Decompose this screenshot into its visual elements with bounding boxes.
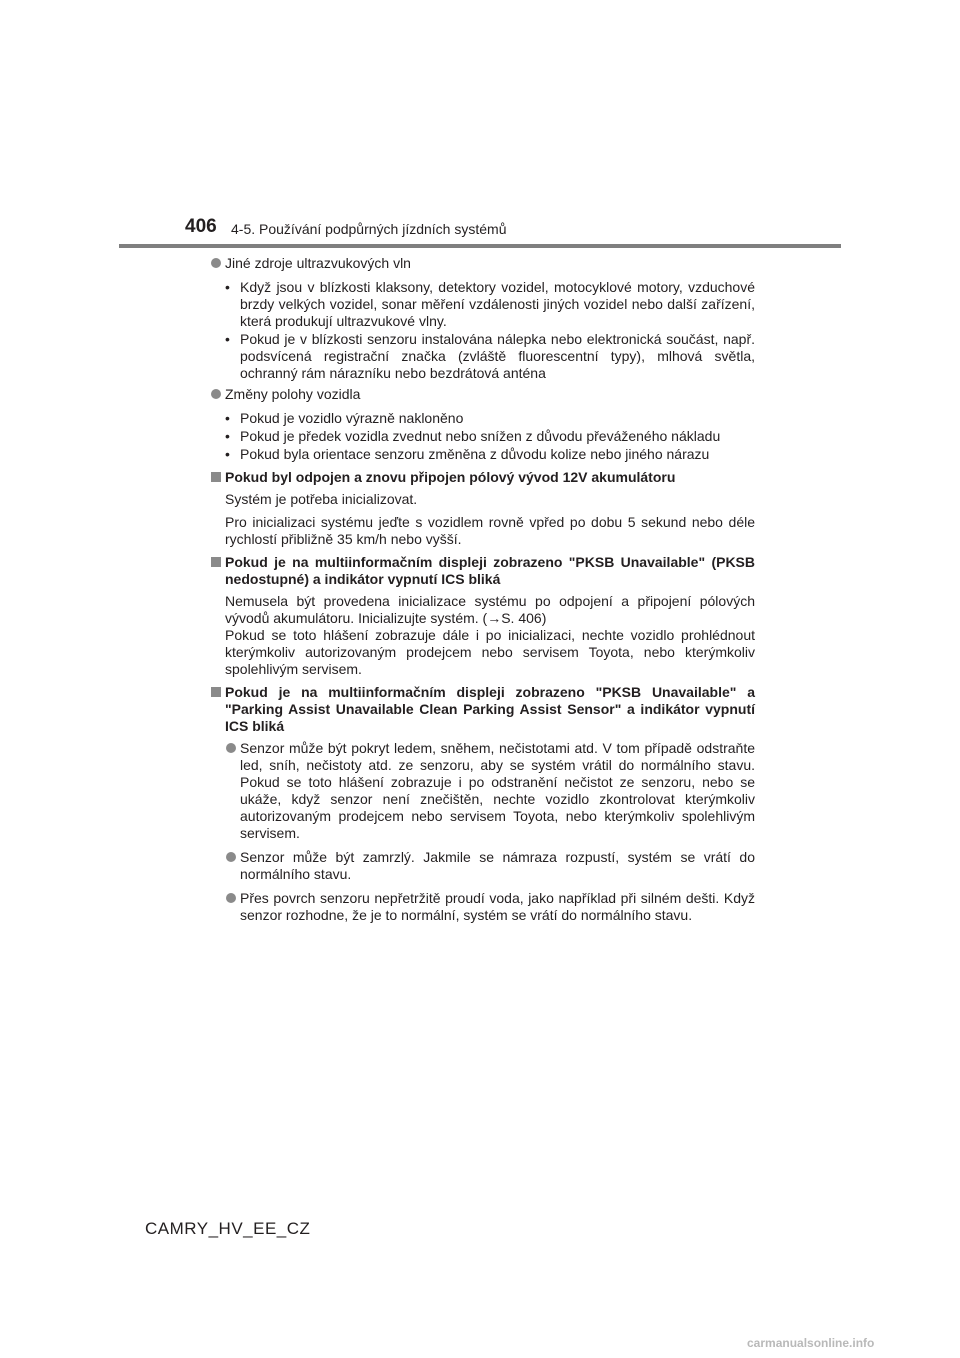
arrow-right-icon: → [487, 610, 502, 626]
square-bullet-icon [211, 472, 221, 482]
bullet-heading [210, 386, 755, 403]
bullet-dot-icon [211, 258, 221, 268]
list-item: • Pokud je předek vozidla zvednut nebo snížen z důvodu převáženého nákladu [225, 428, 721, 444]
bullet-dot-icon [226, 893, 236, 903]
page-number: 406 [185, 216, 217, 237]
list-item: • Pokud je vozidlo výrazně nakloněno [225, 410, 464, 426]
chapter-title: 4-5. Používání podpůrných jízdních systémů [231, 221, 507, 237]
square-bullet-icon [211, 687, 221, 697]
bullet-heading-text: Jiné zdroje ultrazvukových vln [225, 255, 411, 271]
section-pksb-unavailable [210, 554, 755, 678]
document-code: CAMRY_HV_EE_CZ [145, 1219, 311, 1238]
bullet-dot-icon [211, 389, 221, 399]
bullet-dot-icon [226, 852, 236, 862]
bullet-paragraph: Senzor může být pokryt ledem, sněhem, nečistotami atd. V tom případě odstraňte led, sníh, nečistoty atd. ze senzoru, aby se systém vrátil do normálního stavu. Pokud se toto hlášení zobrazuje i po odstranění nečistot ze senzoru, nebo se ukáže, když senzor není znečištěn, nechte vozidlo zkontrolovat kterýmkoliv autorizovaným prodejcem nebo servisem Toyota, nebo kterýmkoliv spolehlivým servisem. [225, 740, 755, 842]
sub-list [225, 279, 755, 382]
bullet-heading-text: Změny polohy vozidla [225, 386, 361, 402]
header-divider [119, 244, 841, 248]
list-item: • Když jsou v blízkosti klaksony, detektory vozidel, motocyklové motory, vzduchové brzdy velkých vozidel, sonar měření vzdálenosti jiných vozidel nebo další zařízení, která produkují ultrazvukové vlny. [225, 279, 755, 329]
paragraph: Systém je potřeba inicializovat. [225, 491, 418, 507]
bullet-dot-icon [226, 743, 236, 753]
section-title: Pokud byl odpojen a znovu připojen pólový vývod 12V akumulátoru [210, 469, 755, 486]
square-bullet-icon [211, 557, 221, 567]
page-reference[interactable]: S. 406) [501, 610, 547, 626]
section-title: Pokud je na multiinformačním displeji zobrazeno "PKSB Unavailable" a "Parking Assist Unavailable Clean Parking Assist Sensor" a indikátor vypnutí ICS bliká [210, 684, 755, 735]
bullet-heading [210, 255, 755, 272]
page-content [210, 255, 755, 931]
bullet-paragraph: Přes povrch senzoru nepřetržitě proudí voda, jako například při silném dešti. Když senzor rozhodne, že je to normální, systém se vrátí do normálního stavu. [225, 890, 755, 924]
list-item: • Pokud byla orientace senzoru změněna z důvodu kolize nebo jiného nárazu [225, 446, 710, 462]
section-title: Pokud je na multiinformačním displeji zobrazeno "PKSB Unavailable" (PKSB nedostupné) a indikátor vypnutí ICS bliká [210, 554, 755, 588]
paragraph: Pro inicializaci systému jeďte s vozidlem rovně vpřed po dobu 5 sekund nebo déle rychlostí přibližně 35 km/h nebo vyšší. [225, 514, 755, 547]
watermark: carmanualsonline.info [747, 1336, 875, 1350]
bullet-paragraph: Senzor může být zamrzlý. Jakmile se námraza rozpustí, systém se vrátí do normálního stavu. [225, 849, 755, 883]
paragraph: Nemusela být provedena inicializace systému po odpojení a připojení pólových vývodů akumulátoru. Inicializujte systém. (→S. 406) Pokud se toto hlášení zobrazuje dále i po inicializaci, nechte vozidlo prohlédnout kterýmkoliv autorizovaným prodejcem nebo servisem Toyota, nebo kterýmkoliv spolehlivým servisem. [225, 593, 755, 677]
sub-list [225, 410, 755, 463]
section-battery [210, 469, 755, 548]
list-item: • Pokud je v blízkosti senzoru instalována nálepka nebo elektronická součást, např. podsvícená registrační značka (zvláště fluorescentní typy), mlhová světla, ochranný rám nárazníku nebo bezdrátová anténa [225, 331, 755, 381]
section-sensor-clean [210, 684, 755, 924]
